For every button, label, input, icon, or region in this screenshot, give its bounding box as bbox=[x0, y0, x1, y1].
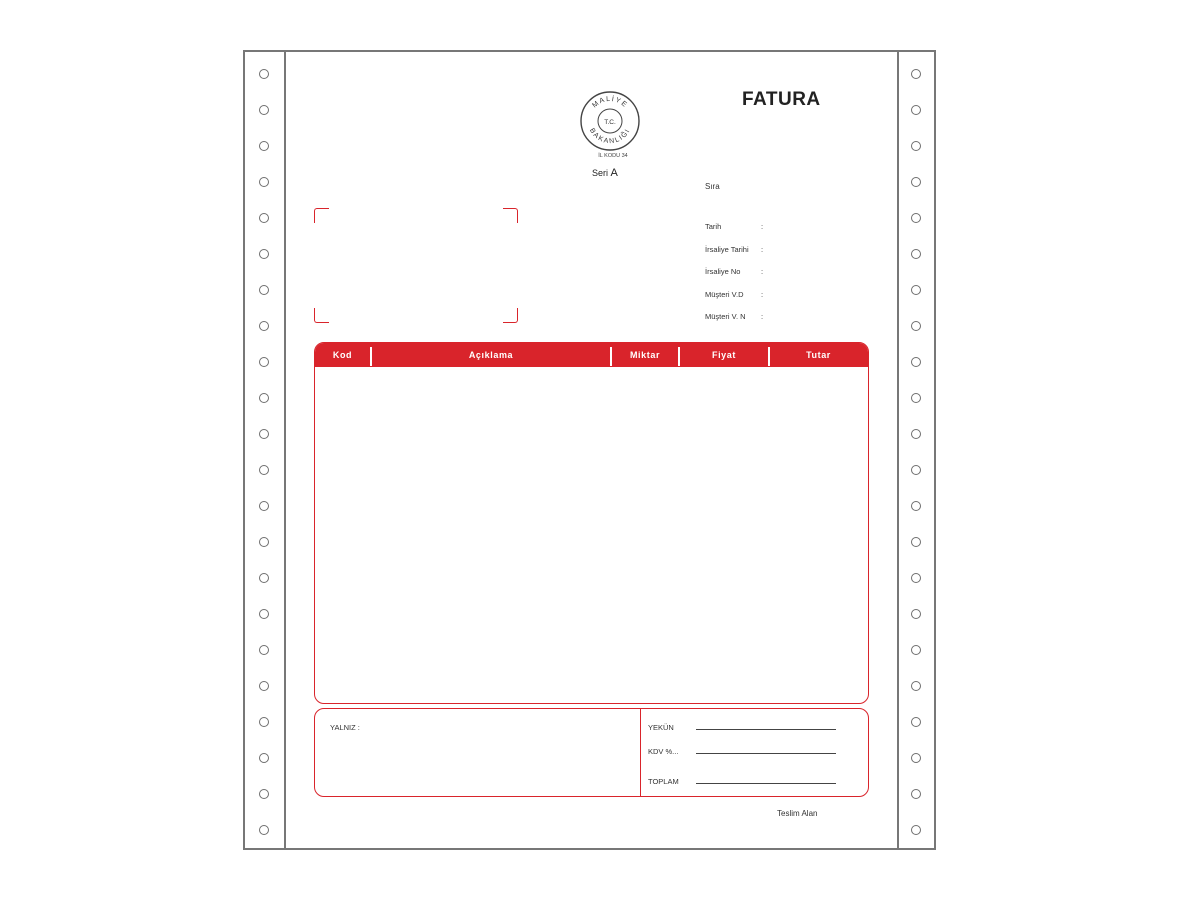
meta-field-label: İrsaliye Tarihi bbox=[705, 244, 749, 254]
tractor-feed-hole bbox=[259, 357, 269, 367]
tractor-feed-hole bbox=[911, 177, 921, 187]
tractor-feed-hole bbox=[259, 429, 269, 439]
address-window bbox=[314, 208, 518, 323]
tractor-feed-hole bbox=[911, 825, 921, 835]
tractor-feed-hole bbox=[911, 645, 921, 655]
tractor-feed-hole bbox=[259, 717, 269, 727]
meta-field-separator: : bbox=[761, 244, 764, 254]
meta-field-label: Müşteri V. N bbox=[705, 312, 746, 321]
tractor-feed-hole bbox=[911, 573, 921, 583]
tractor-feed-hole bbox=[911, 429, 921, 439]
seri-text: Seri bbox=[592, 168, 609, 178]
tractor-feed-hole bbox=[911, 753, 921, 763]
tractor-feed-hole bbox=[259, 789, 269, 799]
yekun-label: YEKÜN bbox=[648, 723, 674, 732]
tractor-feed-hole bbox=[259, 177, 269, 187]
ministry-seal bbox=[579, 90, 641, 152]
tractor-feed-hole bbox=[259, 609, 269, 619]
left-tractor-strip-edge bbox=[284, 52, 286, 848]
column-header-kod: Kod bbox=[332, 350, 353, 360]
items-table bbox=[314, 342, 869, 704]
tractor-feed-hole bbox=[911, 717, 921, 727]
tractor-feed-hole bbox=[259, 537, 269, 547]
tractor-feed-hole bbox=[259, 249, 269, 259]
meta-field-separator: : bbox=[761, 289, 764, 299]
meta-field-row bbox=[705, 312, 764, 335]
meta-field-row bbox=[705, 222, 764, 245]
tractor-feed-hole bbox=[259, 681, 269, 691]
svg-text:MALİYE: MALİYE bbox=[591, 95, 629, 110]
tractor-feed-hole bbox=[911, 393, 921, 403]
tractor-feed-hole bbox=[911, 501, 921, 511]
meta-field-row bbox=[705, 289, 764, 313]
tractor-feed-hole bbox=[259, 285, 269, 295]
toplam-label: TOPLAM bbox=[648, 777, 679, 786]
tractor-feed-hole bbox=[259, 465, 269, 475]
column-header-aciklama: Açıklama bbox=[468, 350, 514, 360]
meta-field-row bbox=[705, 267, 764, 290]
tractor-feed-hole bbox=[911, 357, 921, 367]
toplam-line bbox=[696, 783, 836, 784]
tractor-feed-hole bbox=[259, 501, 269, 511]
tractor-feed-hole bbox=[911, 141, 921, 151]
tractor-feed-hole bbox=[259, 141, 269, 151]
tractor-feed-hole bbox=[259, 321, 269, 331]
tractor-feed-hole bbox=[911, 681, 921, 691]
sira-label: Sıra bbox=[705, 182, 720, 191]
tractor-feed-hole bbox=[259, 825, 269, 835]
items-table-header bbox=[315, 343, 868, 367]
right-tractor-strip-edge bbox=[897, 52, 899, 848]
tractor-feed-hole bbox=[259, 573, 269, 583]
tractor-feed-hole bbox=[259, 393, 269, 403]
yalniz-label: YALNIZ : bbox=[330, 723, 360, 732]
seri-value: A bbox=[610, 167, 618, 179]
tractor-feed-hole bbox=[911, 789, 921, 799]
seri-label bbox=[592, 167, 618, 179]
svg-text:BAKANLIĞI: BAKANLIĞI bbox=[587, 127, 632, 146]
tractor-feed-hole bbox=[911, 285, 921, 295]
tractor-feed-hole bbox=[911, 249, 921, 259]
meta-field-label: İrsaliye No bbox=[705, 267, 741, 276]
tractor-feed-hole bbox=[259, 213, 269, 223]
meta-field-label: Müşteri V.D bbox=[705, 289, 744, 299]
column-header-miktar: Miktar bbox=[629, 350, 661, 360]
tractor-feed-hole bbox=[259, 69, 269, 79]
meta-field-label: Tarih bbox=[705, 222, 722, 231]
svg-text:T.C.: T.C. bbox=[604, 119, 616, 126]
teslim-alan-label: Teslim Alan bbox=[777, 809, 818, 818]
yekun-line bbox=[696, 729, 836, 730]
tractor-feed-hole bbox=[911, 213, 921, 223]
seal-code: İL KODU 34 bbox=[598, 153, 628, 159]
meta-fields bbox=[705, 222, 764, 335]
tractor-feed-hole bbox=[911, 105, 921, 115]
tractor-feed-hole bbox=[911, 69, 921, 79]
kdv-line bbox=[696, 753, 836, 754]
tractor-feed-hole bbox=[259, 753, 269, 763]
column-header-tutar: Tutar bbox=[806, 350, 831, 360]
tractor-feed-hole bbox=[911, 609, 921, 619]
kdv-label: KDV %... bbox=[648, 747, 679, 756]
tractor-feed-hole bbox=[259, 645, 269, 655]
meta-field-separator: : bbox=[761, 312, 764, 321]
tractor-feed-hole bbox=[259, 105, 269, 115]
meta-field-separator: : bbox=[761, 222, 764, 231]
tractor-feed-hole bbox=[911, 537, 921, 547]
totals-box bbox=[314, 708, 869, 797]
tractor-feed-hole bbox=[911, 465, 921, 475]
column-header-fiyat: Fiyat bbox=[711, 350, 736, 360]
invoice-form bbox=[243, 50, 936, 850]
invoice-title: FATURA bbox=[742, 89, 821, 110]
meta-field-row bbox=[705, 244, 764, 268]
meta-field-separator: : bbox=[761, 267, 764, 276]
tractor-feed-hole bbox=[911, 321, 921, 331]
